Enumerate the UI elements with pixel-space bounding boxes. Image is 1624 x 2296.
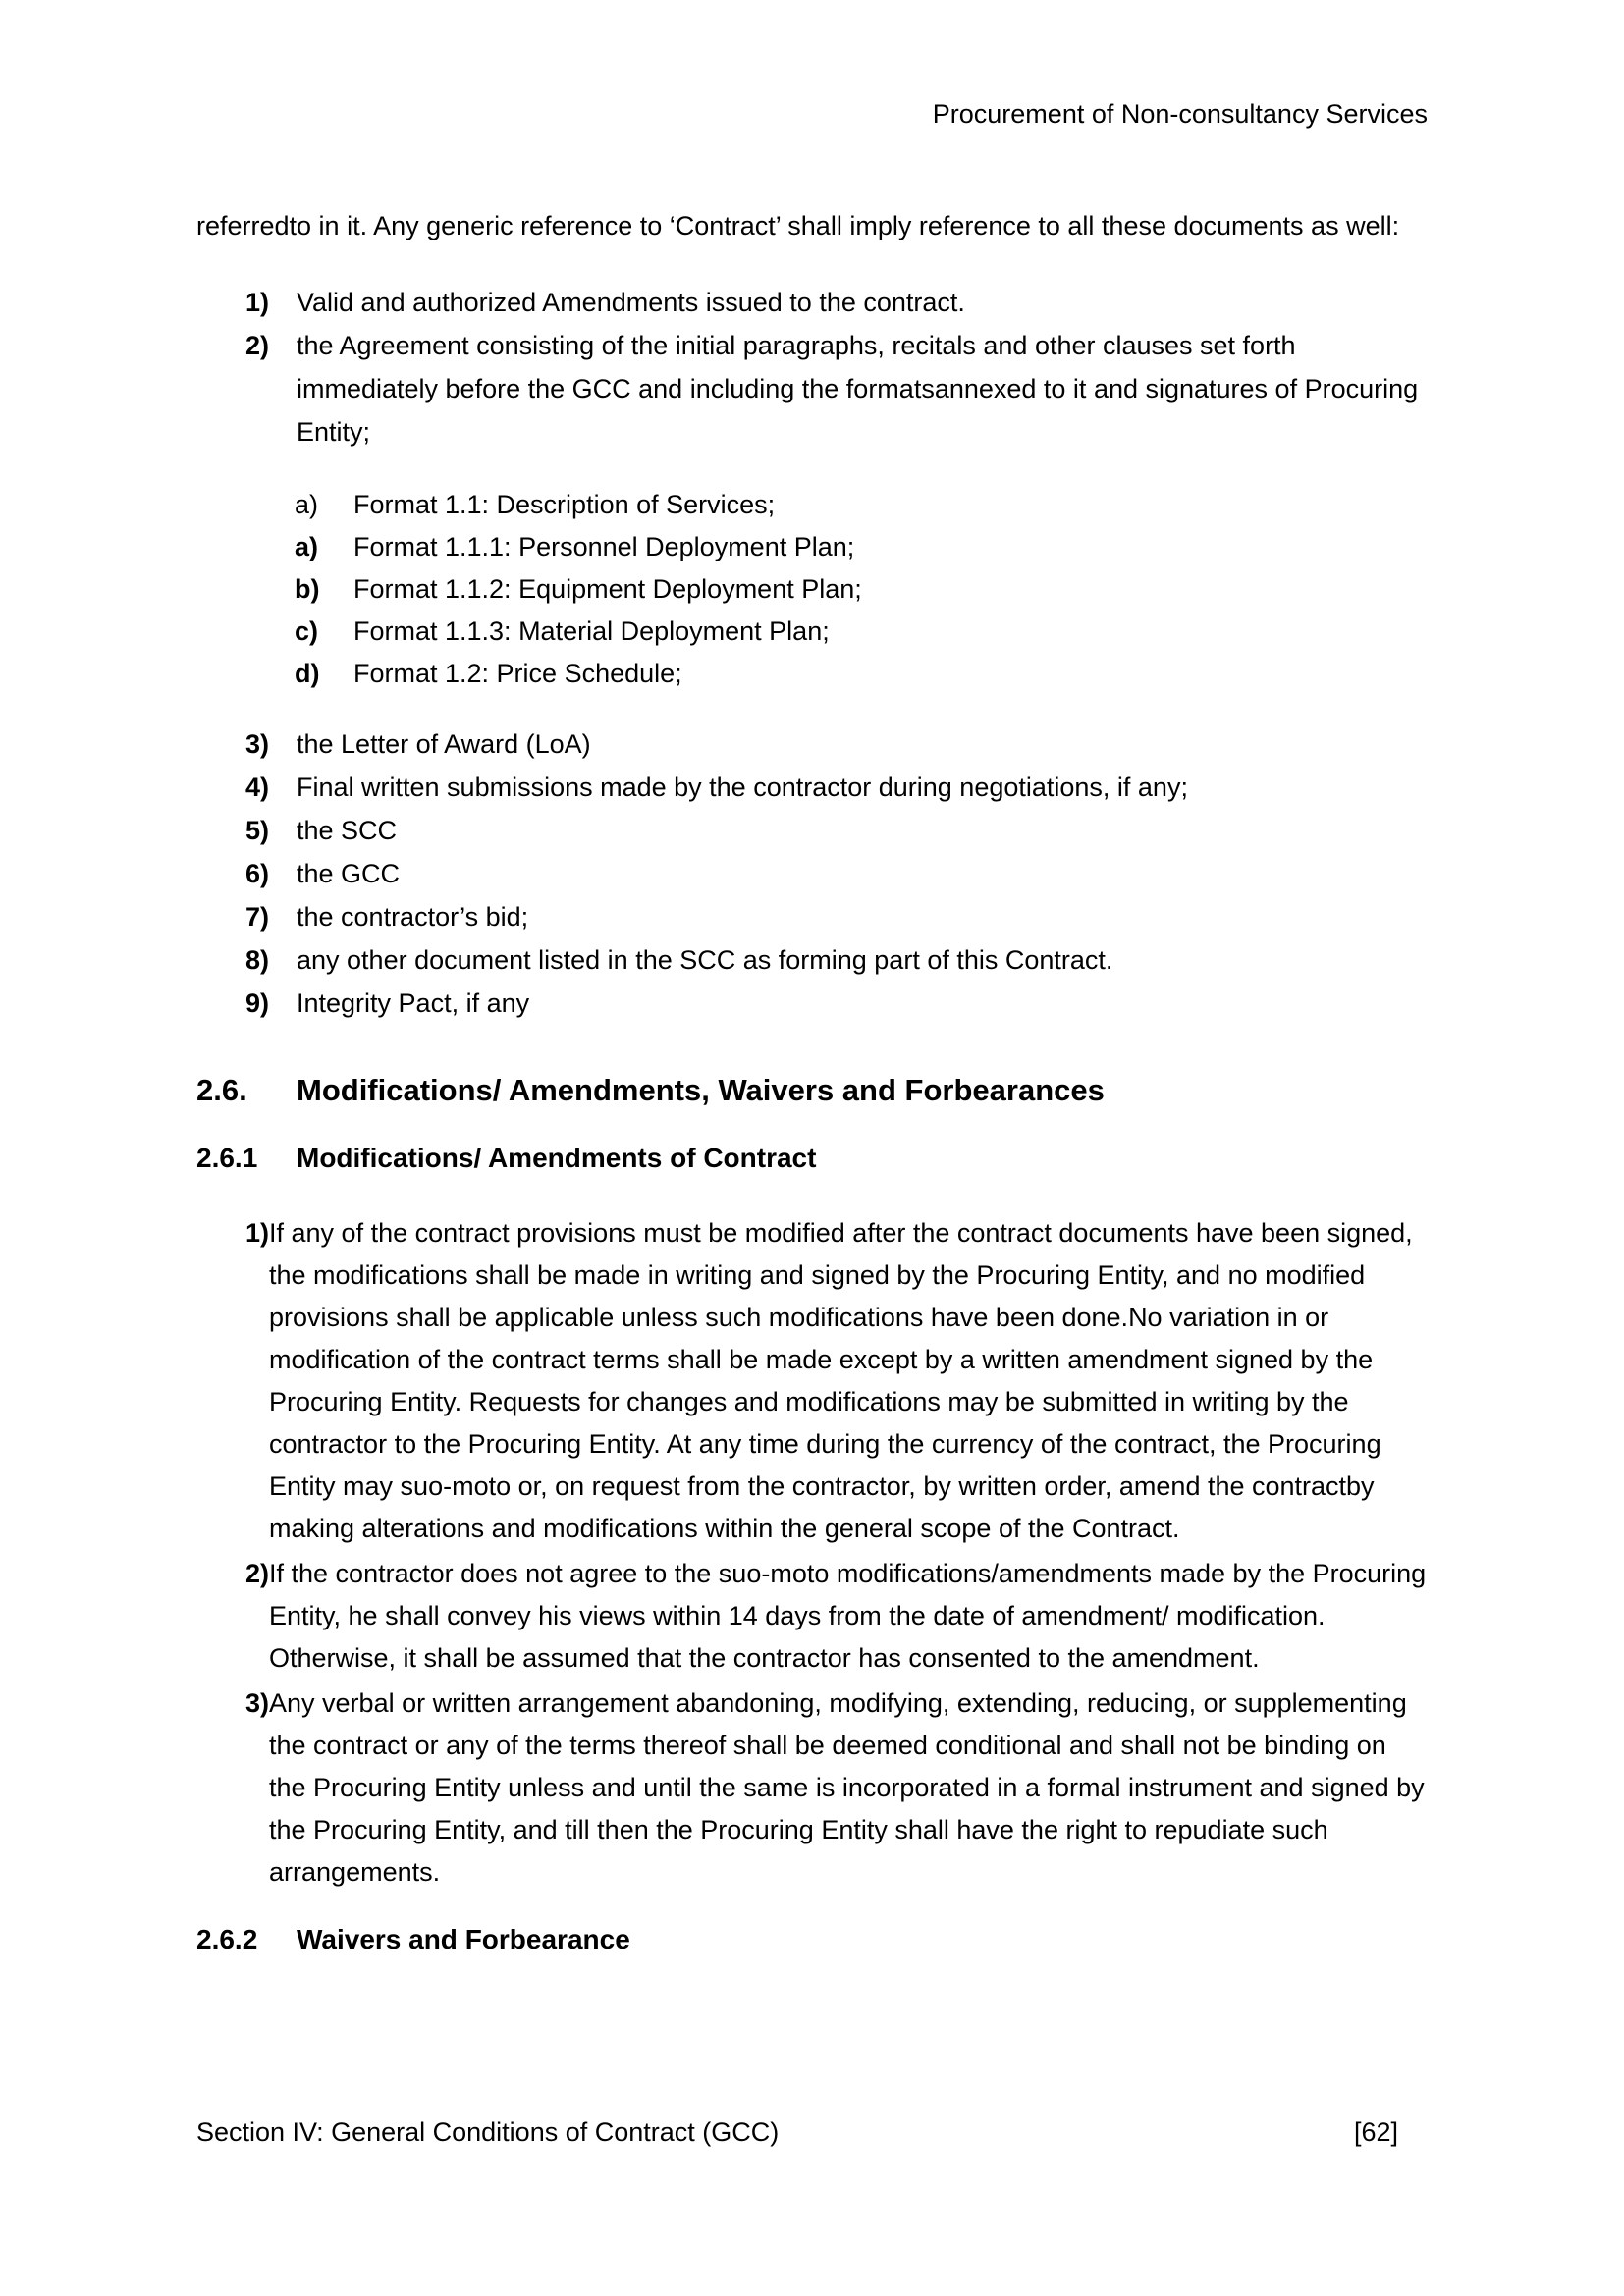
list-marker: 7) (245, 902, 270, 932)
list-item (245, 722, 1428, 766)
list-marker: 3) (245, 1688, 270, 1718)
subsection-heading (196, 1921, 1428, 1958)
clause-item (245, 1682, 1428, 1894)
list-marker: 3) (245, 729, 270, 759)
list-item-text: the Letter of Award (LoA) (297, 729, 591, 759)
list-marker: 9) (245, 988, 270, 1018)
list-marker: 6) (245, 859, 270, 888)
list-item (245, 766, 1428, 809)
list-item (295, 484, 1428, 526)
list-item-text: the SCC (297, 816, 398, 845)
list-item (295, 611, 1428, 653)
list-item-text: any other document listed in the SCC as forming part of this Contract. (297, 945, 1113, 975)
list-item (295, 653, 1428, 695)
list-item (245, 324, 1428, 454)
clauses-list (196, 1212, 1428, 1894)
list-marker: b) (295, 574, 320, 604)
subsection-number: 2.6.1 (196, 1143, 258, 1173)
list-item-text: Integrity Pact, if any (297, 988, 530, 1018)
subsection-title: Modifications/ Amendments of Contract (297, 1143, 817, 1173)
page-footer (196, 2116, 1428, 2148)
list-item (245, 281, 1428, 324)
list-item (245, 809, 1428, 852)
section-heading (196, 1071, 1428, 1110)
section-title: Modifications/ Amendments, Waivers and Forbearances (297, 1073, 1105, 1107)
list-item-text: the contractor’s bid; (297, 902, 529, 932)
list-marker: c) (295, 616, 319, 646)
list-item (245, 938, 1428, 982)
list-marker: d) (295, 659, 320, 688)
list-marker: 1) (245, 1218, 270, 1248)
clause-text: If the contractor does not agree to the suo-moto modifications/amendments made by the Procuring Entity, he shall convey his views within 14 days from the date of amendment/ modification. Otherwise, it shall be assumed that the contractor has consented to the amendment. (269, 1559, 1427, 1673)
page-number: [62] (1353, 2117, 1398, 2147)
clause-item (245, 1212, 1428, 1550)
clause-text: If any of the contract provisions must be modified after the contract documents have been signed, the modifications shall be made in writing and signed by the Procuring Entity, and no modified provisions shall be applicable unless such modifications have been done.No variation in or modification of the contract terms shall be made except by a written amendment signed by the Procuring Entity. Requests for changes and modifications may be submitted in writing by the contractor to the Procuring Entity. At any time during the currency of the contract, the Procuring Entity may suo-moto or, on request from the contractor, by written order, amend the contractby making alterations and modifications within the general scope of the Contract. (269, 1218, 1413, 1543)
list-item (245, 895, 1428, 938)
list-item-text: the Agreement consisting of the initial paragraphs, recitals and other clauses set forth immediately before the GCC and including the formatsannexed to it and signatures of Procuring Entity; (297, 331, 1419, 447)
list-item-text: Format 1.1.3: Material Deployment Plan; (353, 616, 830, 646)
list-marker: 1) (245, 288, 270, 317)
list-marker: 4) (245, 773, 270, 802)
list-marker: 2) (245, 331, 270, 360)
section-number: 2.6. (196, 1073, 247, 1107)
clause-item (245, 1553, 1428, 1680)
list-item-text: Format 1.1.2: Equipment Deployment Plan; (353, 574, 862, 604)
list-item-text: Format 1.1: Description of Services; (353, 490, 776, 519)
format-sublist (196, 484, 1428, 695)
list-item-text: Valid and authorized Amendments issued to the contract. (297, 288, 965, 317)
list-marker: 5) (245, 816, 270, 845)
list-item (295, 568, 1428, 611)
subsection-title: Waivers and Forbearance (297, 1924, 630, 1954)
list-marker: a) (295, 490, 319, 519)
list-item (295, 526, 1428, 568)
page-header: Procurement of Non-consultancy Services (932, 99, 1428, 129)
list-marker: a) (295, 532, 319, 561)
list-item (245, 852, 1428, 895)
clause-text: Any verbal or written arrangement abandoning, modifying, extending, reducing, or supplementing the contract or any of the terms thereof shall be deemed conditional and shall not be binding on the Procuring Entity unless and until the same is incorporated in a formal instrument and signed by the Procuring Entity, and till then the Procuring Entity shall have the right to repudiate such arrangements. (269, 1688, 1425, 1887)
subsection-heading (196, 1140, 1428, 1177)
list-item-text: Final written submissions made by the contractor during negotiations, if any; (297, 773, 1188, 802)
list-item-text: the GCC (297, 859, 401, 888)
list-marker: 2) (245, 1559, 270, 1588)
list-item (245, 982, 1428, 1025)
subsection-number: 2.6.2 (196, 1924, 258, 1954)
list-item-text: Format 1.2: Price Schedule; (353, 659, 682, 688)
intro-paragraph: referredto in it. Any generic reference to ‘Contract’ shall imply reference to all these documents as well: (196, 211, 1400, 240)
footer-section-label: Section IV: General Conditions of Contract (GCC) (196, 2117, 780, 2147)
contract-documents-list-continued (196, 722, 1428, 1025)
list-marker: 8) (245, 945, 270, 975)
list-item-text: Format 1.1.1: Personnel Deployment Plan; (353, 532, 855, 561)
contract-documents-list (196, 281, 1428, 454)
